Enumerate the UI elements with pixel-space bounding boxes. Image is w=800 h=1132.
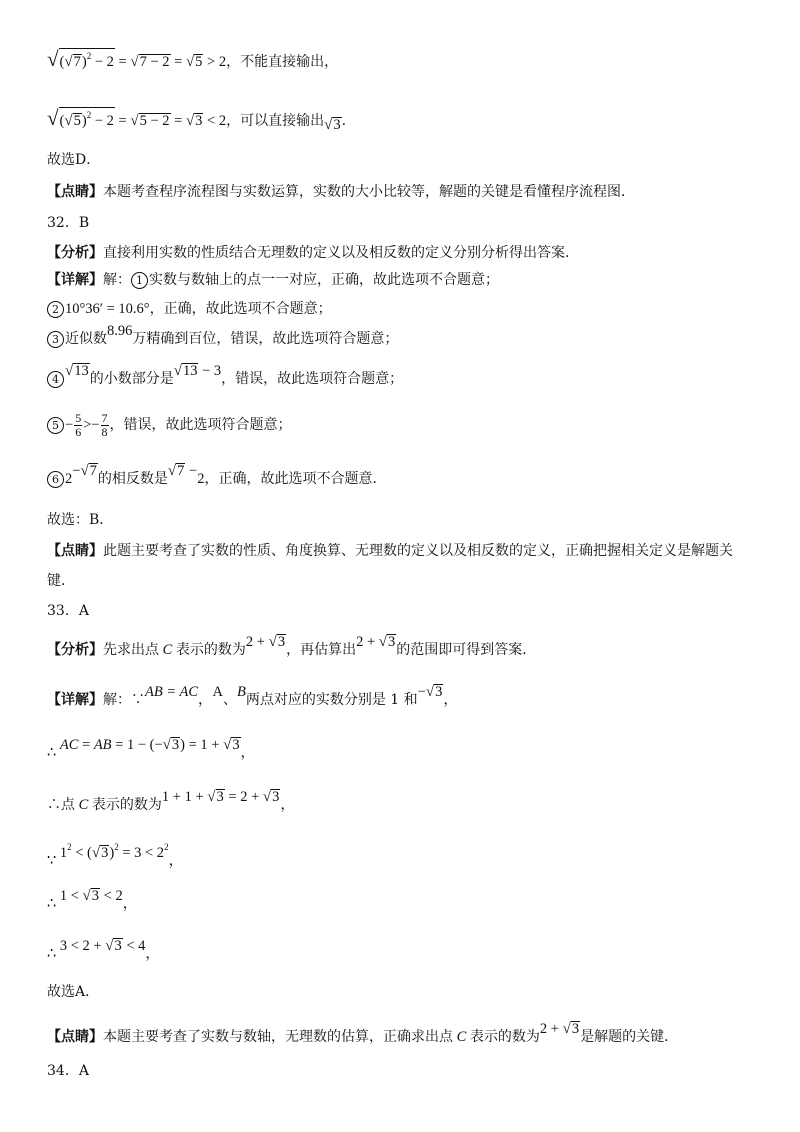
math-expression: √	[47, 106, 59, 130]
circled-number-5: 5	[47, 417, 64, 434]
answer-line: 故选：B．	[47, 512, 114, 528]
step-line-1: $√(√7)^2 - 2 = √7 - 2 = √5 > 2$，不能直接输出，	[47, 47, 339, 71]
circled-number-2: 2	[47, 301, 64, 318]
analysis-line: 【分析】先求出点 C 表示的数为2 + √3，再估算出2 + √3的范围即可得到答案．	[47, 634, 537, 658]
text: ，不能直接输出，	[226, 54, 339, 70]
step-line: ∴ 1 < √3 < 2，	[47, 888, 138, 912]
detail-line-3: 3 近似数8.96万精确到百位，错误，故此选项符合题意；	[47, 329, 398, 349]
math-expression: √	[47, 47, 59, 71]
detail-line-4: 4√13的小数部分是√13 − 3，错误，故此选项符合题意；	[47, 369, 403, 389]
comment-line: 【点睛】此题主要考查了实数的性质、角度换算、无理数的定义以及相反数的定义，正确把握相关定义是解题关	[47, 543, 733, 559]
detail-line-5: 5 − $\frac{5}{6}$ >− $\frac{7}{8}$ ，错误，故此选项符合题意；	[47, 412, 292, 439]
question-number-33: 33．A	[47, 603, 89, 619]
circled-number-6: 6	[47, 471, 64, 488]
question-number-32: 32．B	[47, 215, 90, 231]
circled-number-4: 4	[47, 371, 64, 388]
analysis-line: 【分析】直接利用实数的性质结合无理数的定义以及相反数的定义分别分析得出答案．	[47, 245, 579, 261]
step-line: ∴ AC = AB = 1 − (−√3) = 1 + √3，	[47, 737, 255, 761]
answer-line: 故选A．	[47, 984, 100, 1000]
circled-number-3: 3	[47, 331, 64, 348]
detail-line-2: 2 10°36′ = 10.6°，正确，故此选项不合题意；	[47, 299, 332, 319]
question-number-34: 34．A	[47, 1063, 89, 1079]
comment-continuation: 键．	[47, 573, 75, 589]
comment-line: 【点睛】本题主要考查了实数与数轴，无理数的估算，正确求出点 C 表示的数为2 + √3是解题的关键．	[47, 1021, 679, 1045]
step-line-2: $√(√5)^2 - 2 = √5 - 2 = √3 < 2$，可以直接输出√3.	[47, 106, 347, 133]
step-line: ∴点 C 表示的数为1 + 1 + √3 = 2 + √3，	[47, 789, 295, 813]
step-line: ∵ $1^2 < (√3)^2 = 3 < 2^2$，	[47, 842, 184, 869]
comment-line: 【点睛】本题考查程序流程图与实数运算，实数的大小比较等，解题的关键是看懂程序流程图．	[47, 184, 635, 200]
text: ，可以直接输出	[226, 113, 325, 129]
detail-line-6: 6 2−√7的相反数是√7 −2，正确，故此选项不合题意．	[47, 469, 386, 489]
answer-line: 故选D．	[47, 152, 101, 168]
detail-line-1: 【详解】解： 1 实数与数轴上的点一一对应，正确，故此选项不合题意；	[47, 272, 499, 288]
circled-number-1: 1	[131, 272, 148, 289]
comment-tag: 【点睛】	[47, 184, 103, 200]
detail-line: 【详解】解：∵AB = AC，A、B两点对应的实数分别是 1 和−√3，	[47, 684, 458, 708]
step-line: ∴ 3 < 2 + √3 < 4，	[47, 938, 160, 962]
